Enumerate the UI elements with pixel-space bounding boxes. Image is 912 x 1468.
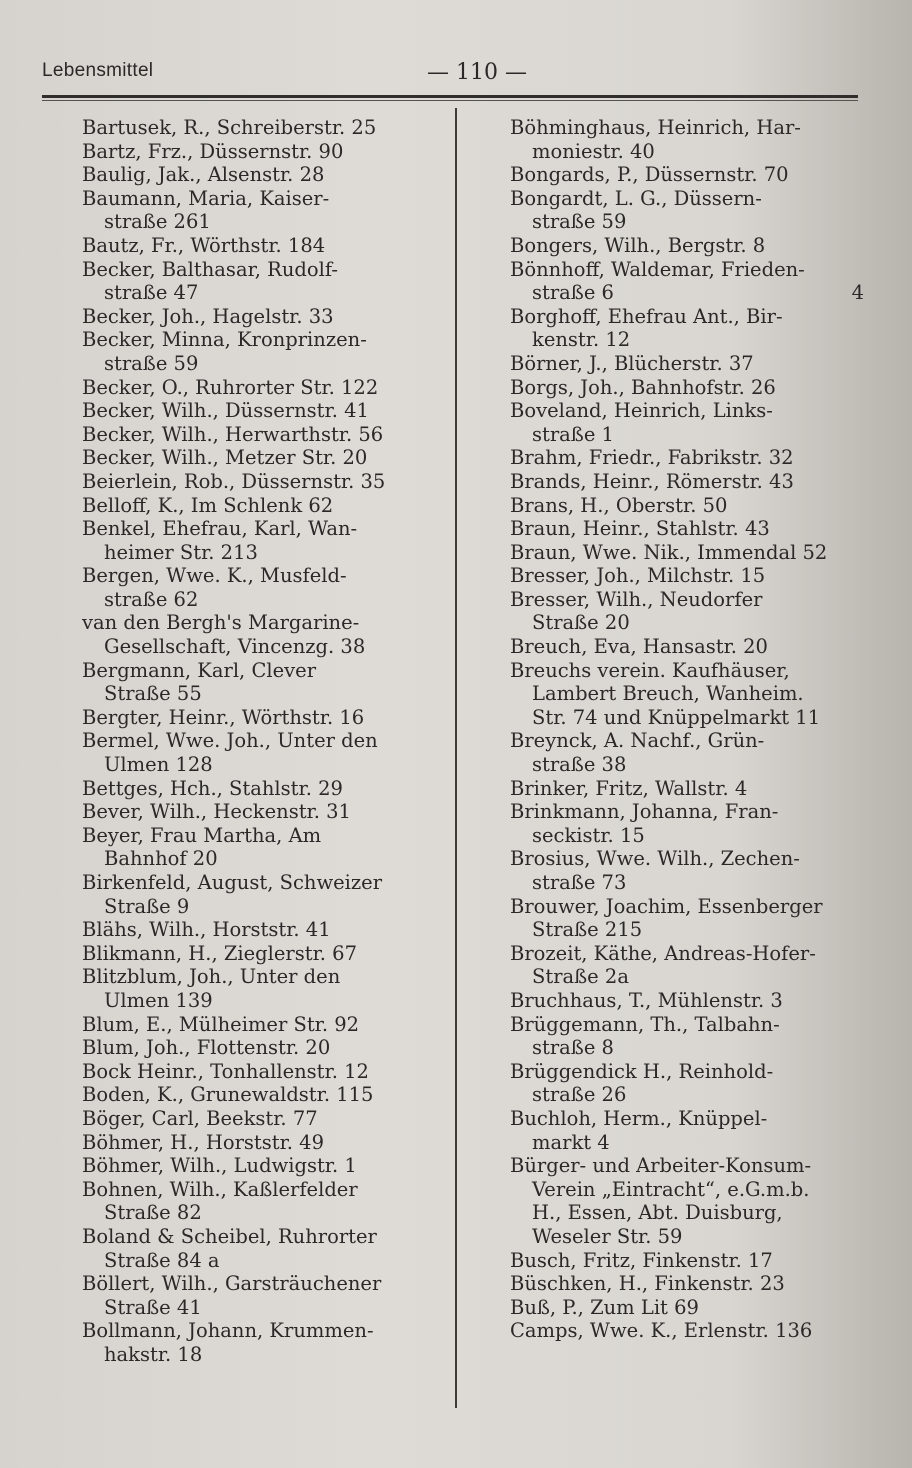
entry-continuation-text: H., Essen, Abt. Duisburg, — [532, 1201, 783, 1225]
directory-entry — [510, 376, 864, 400]
entry-line: Brosius, Wwe. Wilh., Zechen- — [510, 847, 800, 871]
entry-line: Buß, P., Zum Lit 69 — [510, 1295, 699, 1319]
directory-entry — [82, 800, 434, 824]
entry-line: Becker, Minna, Kronprinzen- — [82, 328, 367, 352]
entry-line: Bettges, Hch., Stahlstr. 29 — [82, 776, 343, 800]
entry-continuation-text: straße 38 — [532, 753, 627, 777]
directory-entry — [510, 564, 864, 588]
entry-line: Borgs, Joh., Bahnhofstr. 26 — [510, 375, 776, 399]
entry-continuation — [82, 989, 434, 1013]
entry-continuation-text: Straße 20 — [532, 611, 630, 635]
entry-continuation-text: straße 59 — [532, 210, 627, 234]
entry-line: Brouwer, Joachim, Essenberger — [510, 894, 823, 918]
directory-entry — [510, 942, 864, 989]
directory-entry — [82, 1154, 434, 1178]
entry-continuation — [510, 918, 864, 942]
directory-entry — [82, 1272, 434, 1319]
entry-line: Braun, Wwe. Nik., Immendal 52 — [510, 540, 828, 564]
entry-continuation — [82, 753, 434, 777]
entry-continuation — [510, 871, 864, 895]
page-number: — 110 — — [427, 60, 527, 85]
directory-entry — [82, 611, 434, 658]
entry-line: Becker, Wilh., Düssernstr. 41 — [82, 399, 369, 423]
entry-line: Blähs, Wilh., Horststr. 41 — [82, 918, 331, 942]
entry-line: Bergter, Heinr., Wörthstr. 16 — [82, 705, 365, 729]
directory-entry — [510, 1107, 864, 1154]
entry-continuation-text: Straße 41 — [104, 1295, 202, 1319]
entry-continuation — [510, 682, 864, 706]
entry-line: Brans, H., Oberstr. 50 — [510, 493, 728, 517]
entry-continuation-text: straße 1 — [532, 422, 614, 446]
directory-entry — [510, 517, 864, 541]
entry-continuation — [510, 824, 864, 848]
entry-continuation — [510, 1178, 864, 1202]
entry-continuation — [510, 210, 864, 234]
directory-entry — [82, 258, 434, 305]
directory-entry — [510, 588, 864, 635]
entry-continuation-text: Bahnhof 20 — [104, 847, 218, 871]
entry-continuation-text: straße 26 — [532, 1083, 627, 1107]
entry-continuation-text: Str. 74 und Knüppelmarkt 11 — [532, 705, 821, 729]
entry-continuation-text: Straße 2a — [532, 965, 629, 989]
entry-line: Bermel, Wwe. Joh., Unter den — [82, 729, 378, 753]
entry-line: Bartz, Frz., Düssernstr. 90 — [82, 139, 344, 163]
entry-line: Böger, Carl, Beekstr. 77 — [82, 1106, 318, 1130]
entry-line: Buchloh, Herm., Knüppel- — [510, 1106, 768, 1130]
directory-entry — [82, 446, 434, 470]
entry-continuation-text: markt 4 — [532, 1130, 610, 1154]
entry-line: Bergmann, Karl, Clever — [82, 658, 317, 682]
directory-entry — [82, 1178, 434, 1225]
directory-entry — [510, 1154, 864, 1248]
entry-continuation — [82, 1296, 434, 1320]
entry-line: Braun, Heinr., Stahlstr. 43 — [510, 517, 770, 541]
directory-entry — [510, 1319, 864, 1343]
directory-entry — [82, 328, 434, 375]
entry-continuation — [510, 423, 864, 447]
entry-continuation-text: Verein „Eintracht“, e.G.m.b. — [532, 1177, 810, 1201]
directory-entry — [510, 234, 864, 258]
entry-line: Becker, Wilh., Herwarthstr. 56 — [82, 422, 384, 446]
directory-entry — [510, 187, 864, 234]
directory-entry — [510, 1296, 864, 1320]
directory-entry — [82, 187, 434, 234]
directory-entry — [82, 1083, 434, 1107]
entry-continuation-text: Lambert Breuch, Wanheim. — [532, 682, 804, 706]
entry-continuation-text: moniestr. 40 — [532, 139, 655, 163]
directory-entry — [82, 1060, 434, 1084]
entry-continuation — [82, 635, 434, 659]
entry-line: Becker, O., Ruhrorter Str. 122 — [82, 375, 379, 399]
entry-line: Boveland, Heinrich, Links- — [510, 399, 773, 423]
entry-line: Bock Heinr., Tonhallenstr. 12 — [82, 1059, 369, 1083]
directory-entry — [510, 163, 864, 187]
directory-entry — [510, 1013, 864, 1060]
entry-line: Becker, Wilh., Metzer Str. 20 — [82, 446, 368, 470]
entry-continuation-text: Ulmen 139 — [104, 988, 213, 1012]
directory-entry — [510, 895, 864, 942]
entry-line: Baumann, Maria, Kaiser- — [82, 186, 330, 210]
directory-entry — [510, 1249, 864, 1273]
directory-entry — [510, 635, 864, 659]
entry-continuation-text: kenstr. 12 — [532, 328, 631, 352]
entry-line: Belloff, K., Im Schlenk 62 — [82, 493, 334, 517]
directory-entry — [510, 258, 864, 305]
directory-entry — [82, 1013, 434, 1037]
entry-line: Beierlein, Rob., Düssernstr. 35 — [82, 469, 386, 493]
entry-line: Bongards, P., Düssernstr. 70 — [510, 163, 789, 187]
entry-line: Bönnhoff, Waldemar, Frieden- — [510, 257, 805, 281]
column-divider — [455, 108, 457, 1408]
entry-continuation — [510, 328, 864, 352]
entry-continuation — [82, 847, 434, 871]
entry-line: Bautz, Fr., Wörthstr. 184 — [82, 233, 326, 257]
entry-continuation — [82, 682, 434, 706]
directory-entry — [510, 541, 864, 565]
entry-line: Bergen, Wwe. K., Musfeld- — [82, 564, 347, 588]
directory-entry — [510, 116, 864, 163]
directory-entry — [510, 446, 864, 470]
left-column — [82, 116, 434, 1366]
entry-line: Breynck, A. Nachf., Grün- — [510, 729, 765, 753]
entry-continuation — [82, 1249, 434, 1273]
entry-continuation — [510, 965, 864, 989]
directory-entry — [82, 399, 434, 423]
entry-continuation — [82, 588, 434, 612]
directory-entry — [82, 1225, 434, 1272]
directory-entry — [510, 352, 864, 376]
directory-entry — [510, 989, 864, 1013]
entry-continuation — [510, 1036, 864, 1060]
entry-continuation — [82, 541, 434, 565]
entry-line: Brüggemann, Th., Talbahn- — [510, 1012, 780, 1036]
entry-line: Boland & Scheibel, Ruhrorter — [82, 1224, 377, 1248]
entry-continuation — [82, 210, 434, 234]
header-rule — [42, 95, 858, 98]
entry-line: Boden, K., Grunewaldstr. 115 — [82, 1083, 374, 1107]
directory-entry — [82, 140, 434, 164]
entry-line: Camps, Wwe. K., Erlenstr. 136 — [510, 1319, 813, 1343]
directory-entry — [82, 1036, 434, 1060]
entry-line: Bollmann, Johann, Krummen- — [82, 1319, 374, 1343]
directory-entry — [82, 706, 434, 730]
entry-continuation-text: straße 261 — [104, 210, 211, 234]
entry-continuation — [510, 281, 864, 305]
entry-continuation — [510, 1131, 864, 1155]
page-header — [42, 60, 858, 94]
entry-line: Böhmer, Wilh., Ludwigstr. 1 — [82, 1154, 357, 1178]
entry-line: Busch, Fritz, Finkenstr. 17 — [510, 1248, 773, 1272]
directory-entry — [82, 1131, 434, 1155]
directory-entry — [510, 399, 864, 446]
directory-entry — [82, 918, 434, 942]
directory-entry — [82, 777, 434, 801]
entry-line: Böhminghaus, Heinrich, Har- — [510, 116, 801, 139]
directory-entry — [510, 800, 864, 847]
directory-entry — [82, 942, 434, 966]
directory-entry — [82, 564, 434, 611]
entry-line: Becker, Joh., Hagelstr. 33 — [82, 304, 334, 328]
entry-line: Brands, Heinr., Römerstr. 43 — [510, 469, 794, 493]
entry-line: Bruchhaus, T., Mühlenstr. 3 — [510, 988, 783, 1012]
entry-continuation-text: Straße 55 — [104, 682, 202, 706]
entry-line: Borghoff, Ehefrau Ant., Bir- — [510, 304, 783, 328]
directory-entry — [82, 163, 434, 187]
entry-line: Becker, Balthasar, Rudolf- — [82, 257, 338, 281]
entry-continuation — [510, 706, 864, 730]
entry-margin-number: 4 — [851, 281, 864, 305]
directory-entry — [82, 871, 434, 918]
entry-continuation-text: straße 8 — [532, 1036, 614, 1060]
directory-entry — [82, 494, 434, 518]
entry-line: Brinkmann, Johanna, Fran- — [510, 800, 779, 824]
entry-continuation-text: Gesellschaft, Vincenzg. 38 — [104, 635, 366, 659]
entry-continuation — [82, 1201, 434, 1225]
directory-entry — [510, 1272, 864, 1296]
directory-entry — [510, 777, 864, 801]
entry-continuation-text: straße 47 — [104, 281, 199, 305]
entry-line: Benkel, Ehefrau, Karl, Wan- — [82, 517, 358, 541]
entry-continuation — [510, 1201, 864, 1225]
entry-line: Böhmer, H., Horststr. 49 — [82, 1130, 324, 1154]
directory-entry — [82, 470, 434, 494]
entry-continuation — [510, 140, 864, 164]
entry-line: Blum, E., Mülheimer Str. 92 — [82, 1012, 360, 1036]
entry-line: Breuch, Eva, Hansastr. 20 — [510, 635, 768, 659]
entry-line: Bever, Wilh., Heckenstr. 31 — [82, 800, 351, 824]
entry-continuation — [82, 895, 434, 919]
entry-continuation — [510, 1225, 864, 1249]
entry-line: Böllert, Wilh., Garsträuchener — [82, 1272, 382, 1296]
entry-line: Birkenfeld, August, Schweizer — [82, 871, 383, 894]
entry-line: Blum, Joh., Flottenstr. 20 — [82, 1036, 331, 1060]
directory-entry — [82, 517, 434, 564]
entry-line: Baulig, Jak., Alsenstr. 28 — [82, 163, 325, 187]
entry-line: Brinker, Fritz, Wallstr. 4 — [510, 776, 748, 800]
directory-entry — [510, 305, 864, 352]
entry-line: Blitzblum, Joh., Unter den — [82, 965, 341, 989]
entry-continuation-text: Straße 84 a — [104, 1248, 220, 1272]
entry-line: Beyer, Frau Martha, Am — [82, 823, 322, 847]
directory-entry — [510, 494, 864, 518]
entry-continuation-text: hakstr. 18 — [104, 1342, 203, 1366]
section-title: Lebensmittel — [42, 60, 154, 81]
entry-continuation — [510, 753, 864, 777]
directory-entry — [510, 729, 864, 776]
entry-continuation-text: straße 73 — [532, 871, 627, 894]
entry-continuation-text: heimer Str. 213 — [104, 540, 258, 564]
entry-continuation — [82, 1343, 434, 1367]
directory-entry — [82, 376, 434, 400]
entry-line: Breuchs verein. Kaufhäuser, — [510, 658, 790, 682]
entry-continuation — [82, 281, 434, 305]
entry-line: van den Bergh's Margarine- — [82, 611, 360, 635]
directory-entry — [82, 423, 434, 447]
entry-line: Börner, J., Blücherstr. 37 — [510, 351, 754, 375]
entry-continuation-text: Weseler Str. 59 — [532, 1224, 683, 1248]
header-rule-thin — [42, 100, 858, 101]
entry-continuation-text: straße 59 — [104, 351, 199, 375]
directory-entry — [82, 965, 434, 1012]
directory-entry — [82, 1107, 434, 1131]
entry-line: Büschken, H., Finkenstr. 23 — [510, 1272, 785, 1296]
entry-continuation — [510, 611, 864, 635]
entry-line: Bongers, Wilh., Bergstr. 8 — [510, 233, 766, 257]
entry-continuation-text: Ulmen 128 — [104, 753, 213, 777]
entry-line: Brozeit, Käthe, Andreas-Hofer- — [510, 941, 816, 965]
entry-line: Bresser, Joh., Milchstr. 15 — [510, 564, 766, 588]
entry-line: Brahm, Friedr., Fabrikstr. 32 — [510, 446, 794, 470]
directory-entry — [510, 470, 864, 494]
entry-continuation-text: Straße 82 — [104, 1201, 202, 1225]
directory-entry — [82, 824, 434, 871]
entry-continuation-text: Straße 9 — [104, 894, 190, 918]
entry-continuation-text: Straße 215 — [532, 918, 643, 942]
entry-line: Bresser, Wilh., Neudorfer — [510, 587, 763, 611]
entry-line: Bürger- und Arbeiter-Konsum- — [510, 1154, 812, 1178]
right-column — [510, 116, 864, 1343]
directory-entry — [510, 847, 864, 894]
entry-line: Blikmann, H., Zieglerstr. 67 — [82, 941, 357, 965]
entry-line: Bohnen, Wilh., Kaßlerfelder — [82, 1177, 358, 1201]
entry-line: Bartusek, R., Schreiberstr. 25 — [82, 116, 377, 139]
entry-continuation — [510, 1083, 864, 1107]
directory-entry — [82, 234, 434, 258]
entry-continuation-text: seckistr. 15 — [532, 823, 645, 847]
directory-entry — [82, 1319, 434, 1366]
entry-continuation-text: straße 62 — [104, 587, 199, 611]
entry-line: Brüggendick H., Reinhold- — [510, 1059, 774, 1083]
entry-continuation-text: straße 6 — [532, 281, 614, 305]
directory-entry — [82, 305, 434, 329]
directory-entry — [82, 659, 434, 706]
entry-line: Bongardt, L. G., Düssern- — [510, 186, 762, 210]
entry-continuation — [82, 352, 434, 376]
directory-entry — [82, 729, 434, 776]
directory-entry — [82, 116, 434, 140]
directory-entry — [510, 659, 864, 730]
directory-entry — [510, 1060, 864, 1107]
